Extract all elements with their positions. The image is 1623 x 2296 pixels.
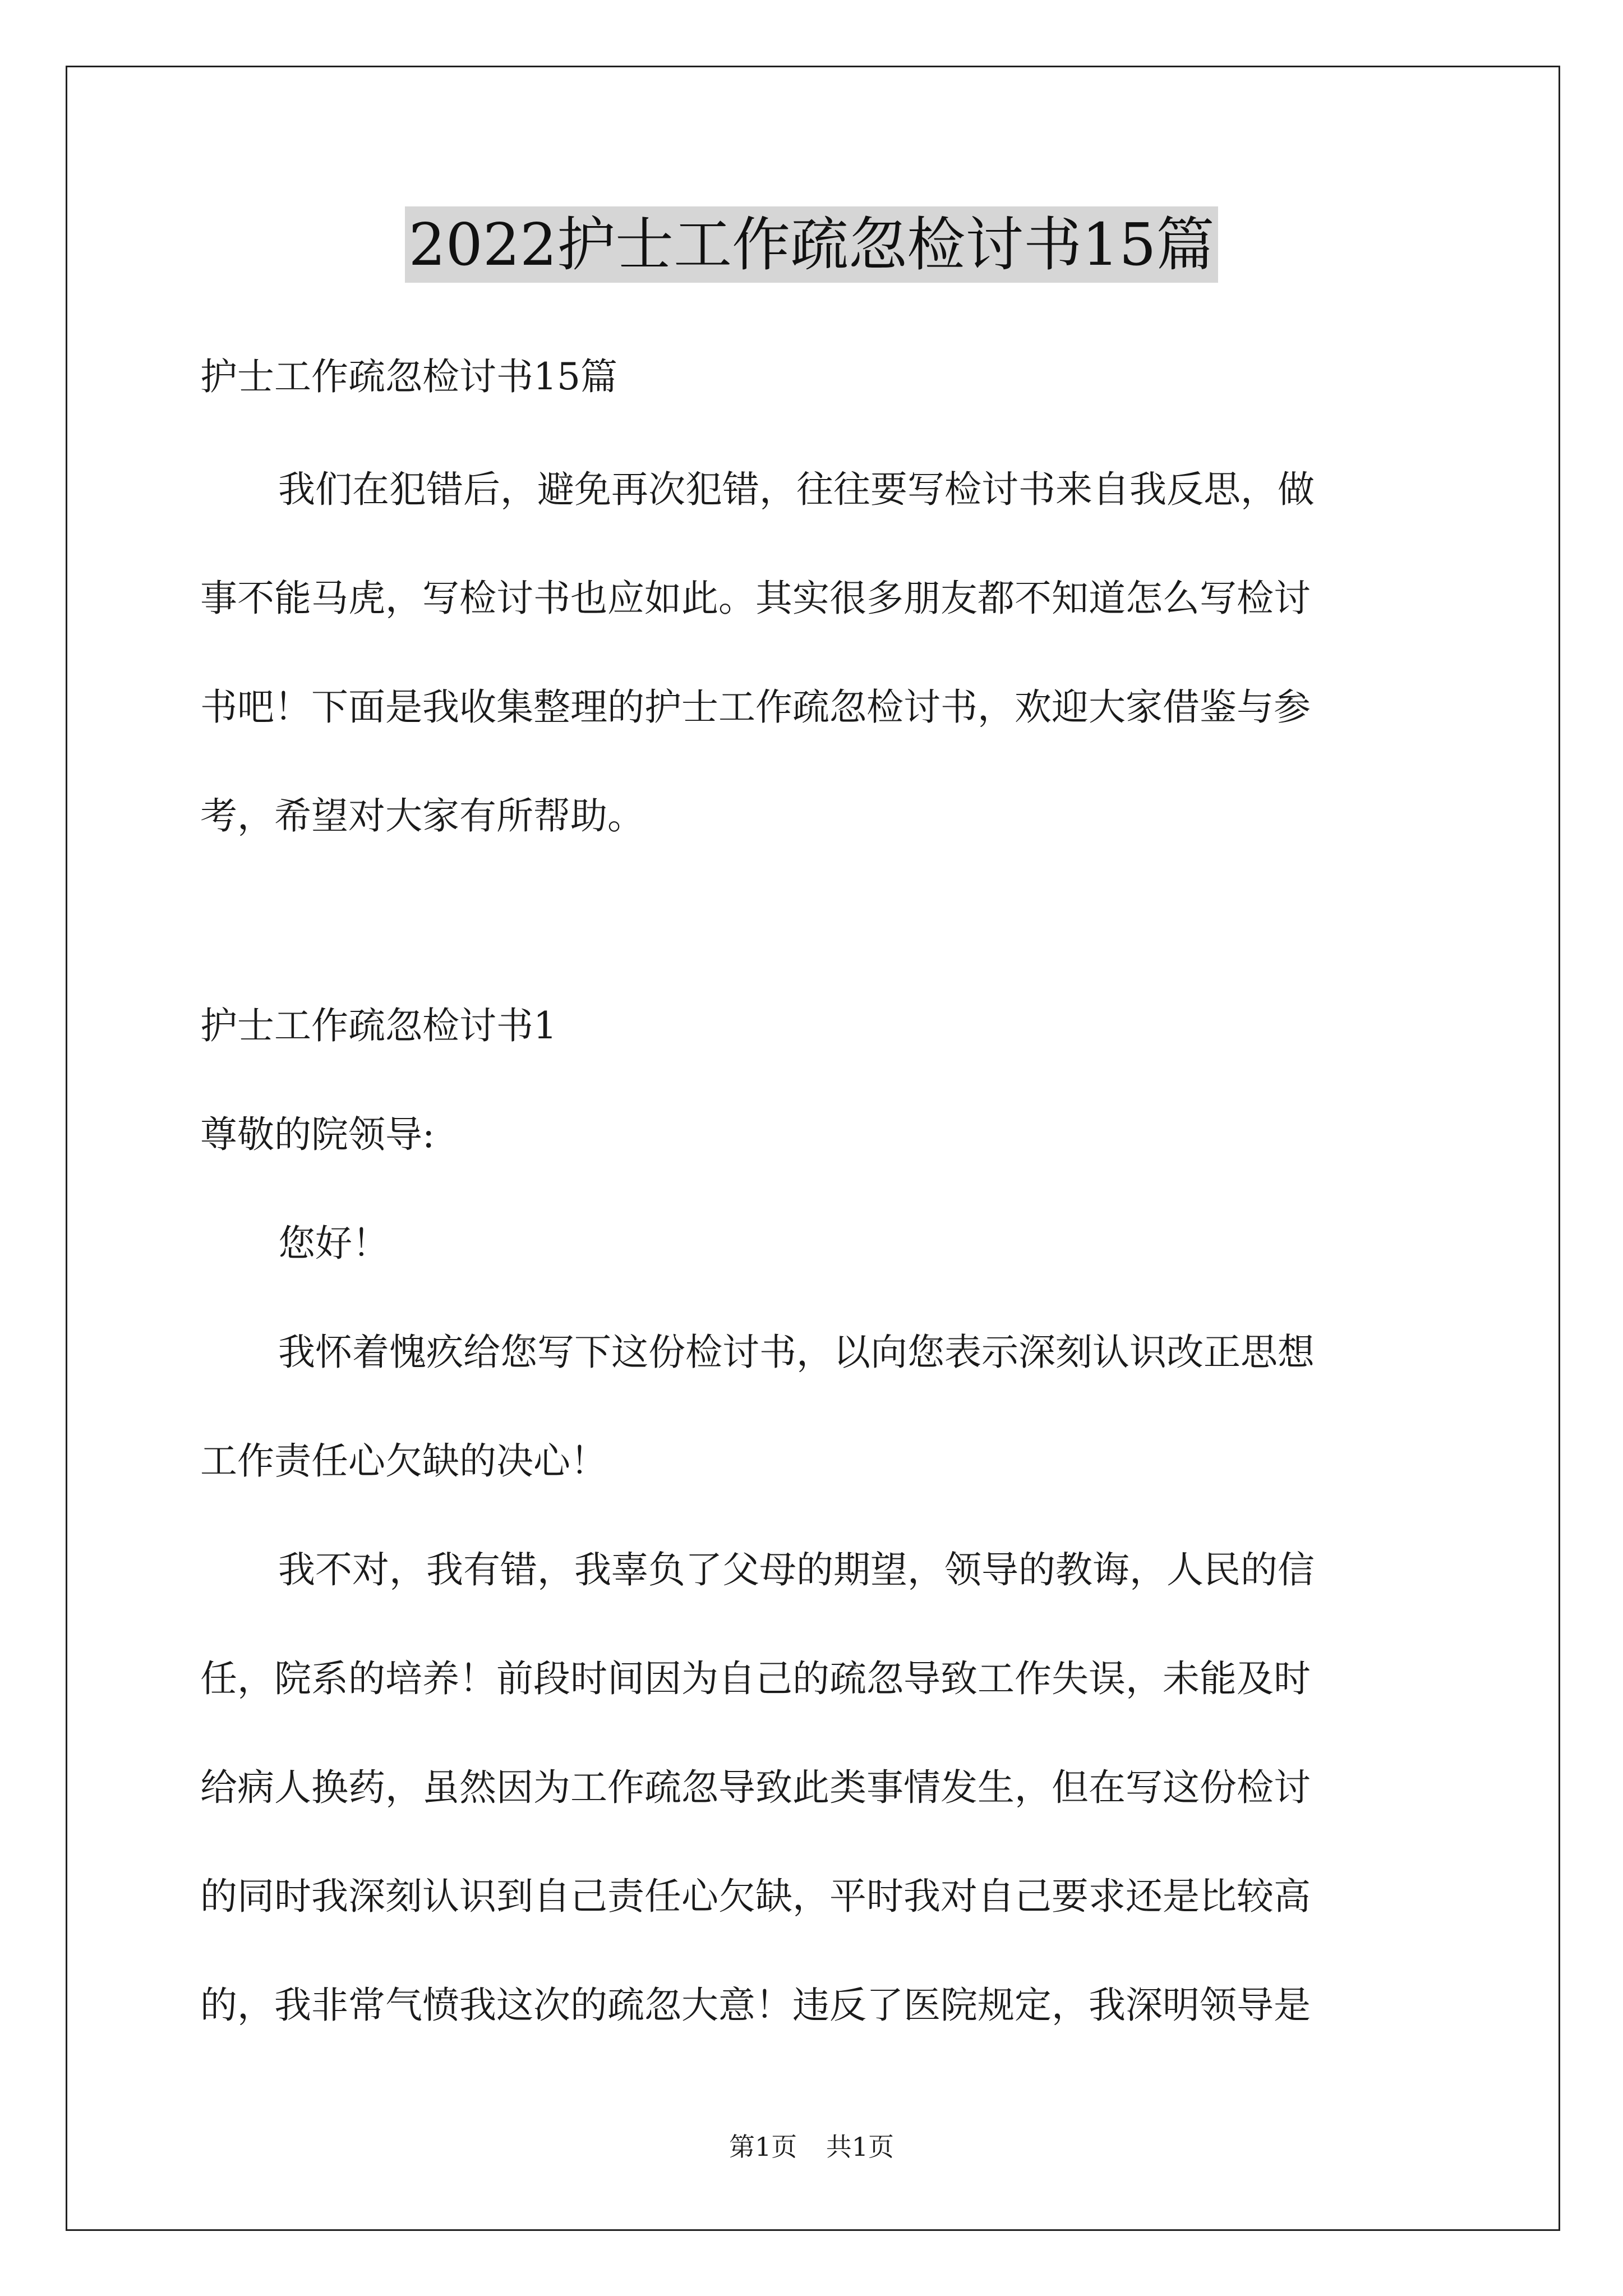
salutation: 尊敬的院领导: — [200, 1113, 435, 1156]
page-number-total: 共1页 — [826, 2132, 894, 2162]
section-heading: 护士工作疏忽检讨书1 — [200, 1004, 557, 1047]
document-title-text: 2022护士工作疏忽检讨书15篇 — [405, 206, 1218, 283]
paragraph2-line-2: 任，院系的培养！前段时间因为自己的疏忽导致工作失误，未能及时 — [200, 1657, 1311, 1700]
intro-line-3: 书吧！下面是我收集整理的护士工作疏忽检讨书，欢迎大家借鉴与参 — [200, 685, 1311, 729]
intro-line-2: 事不能马虎，写检讨书也应如此。其实很多朋友都不知道怎么写检讨 — [200, 577, 1311, 620]
page-footer — [0, 2130, 1623, 2164]
greeting: 您好！ — [278, 1222, 389, 1265]
paragraph1-line-2: 工作责任心欠缺的决心！ — [200, 1439, 607, 1483]
paragraph2-line-5: 的，我非常气愤我这次的疏忽大意！违反了医院规定，我深明领导是 — [200, 1984, 1311, 2027]
intro-line-4: 考，希望对大家有所帮助。 — [200, 794, 644, 838]
paragraph2-line-4: 的同时我深刻认识到自己责任心欠缺，平时我对自己要求还是比较高 — [200, 1875, 1311, 1918]
page-number-current: 第1页 — [729, 2132, 797, 2162]
paragraph1-line-1: 我怀着愧疚给您写下这份检讨书，以向您表示深刻认识改正思想 — [278, 1331, 1315, 1374]
intro-line-1: 我们在犯错后，避免再次犯错，往往要写检讨书来自我反思，做 — [278, 468, 1315, 511]
paragraph2-line-3: 给病人换药，虽然因为工作疏忽导致此类事情发生，但在写这份检讨 — [200, 1766, 1311, 1809]
document-subtitle: 护士工作疏忽检讨书15篇 — [200, 355, 617, 398]
paragraph2-line-1: 我不对，我有错，我辜负了父母的期望，领导的教诲，人民的信 — [278, 1548, 1315, 1591]
document-title — [0, 206, 1623, 283]
